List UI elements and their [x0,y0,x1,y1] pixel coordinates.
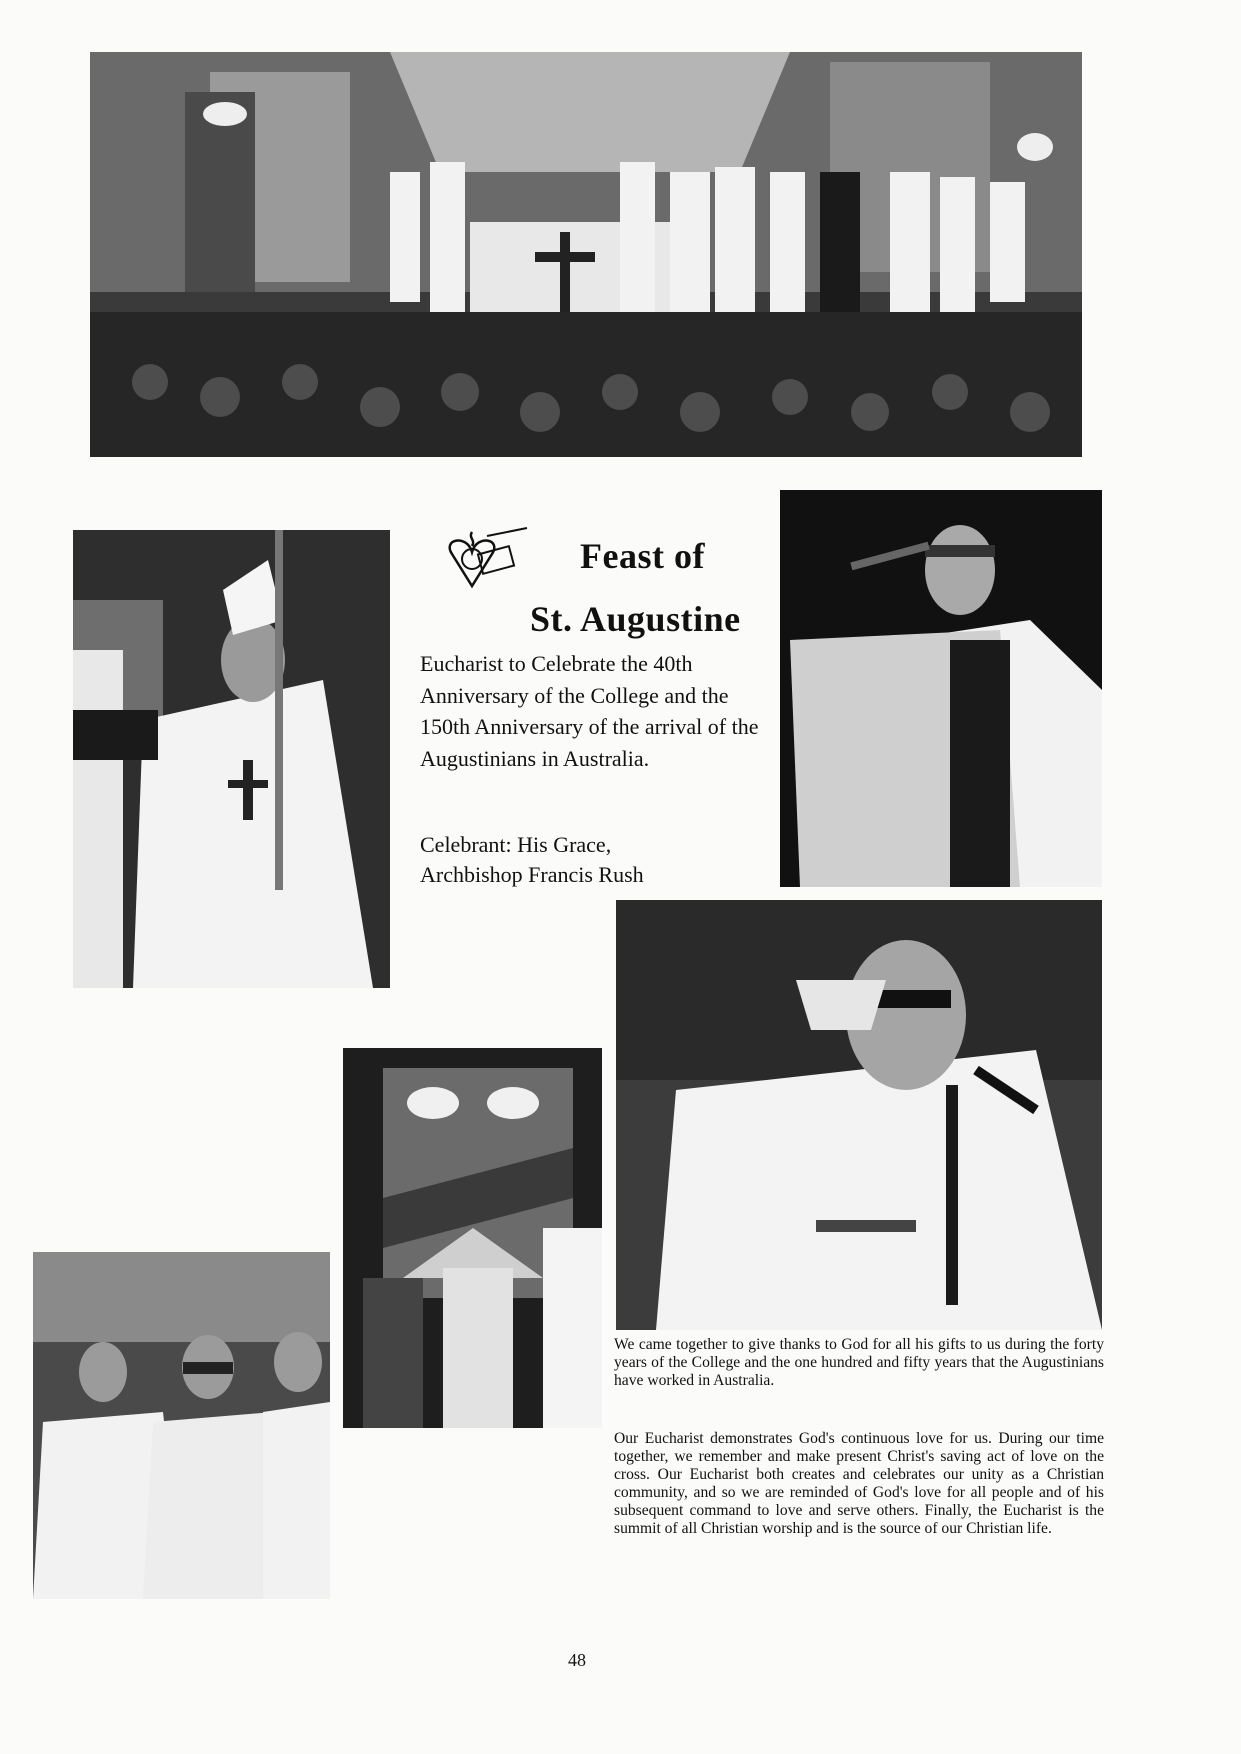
augustinian-heart-emblem-icon [432,524,532,614]
body-paragraph-1: We came together to give thanks to God for all his gifts to us during the forty years of the College and the one hundred and fifty years that the Augustinians have worked in Australia. [614,1336,1104,1389]
title-line-1: Feast of [580,536,705,576]
photo-chalice-elevation [616,900,1102,1330]
photo-seated-clergy [33,1252,330,1599]
celebrant-line-2: Archbishop Francis Rush [420,862,644,887]
title-line-2: St. Augustine [530,599,741,639]
photo-archbishop-mitre [73,530,390,988]
intro-text: Eucharist to Celebrate the 40th Anniversary of the College and the 150th Anniversary of the arrival of the Augustinians in Australia. [420,651,759,771]
celebrant-line-1: Celebrant: His Grace, [420,832,612,857]
photo-procession-banners [343,1048,602,1428]
celebrant-text [420,830,740,890]
photo-priest-lectern [780,490,1102,887]
body-paragraph-2: Our Eucharist demonstrates God's continuous love for us. During our time together, we remember and make present Christ's saving act of love on the cross. Our Eucharist both creates and celebrates our unity as a Christian community, and so we are reminded of God's love for all people and of his subsequent command to love and serve others. Finally, the Eucharist is the summit of all Christian worship and is the source of our Christian life. [614,1430,1104,1537]
page-number: 48 [568,1650,586,1670]
photo-altar-ceremony [90,52,1082,457]
